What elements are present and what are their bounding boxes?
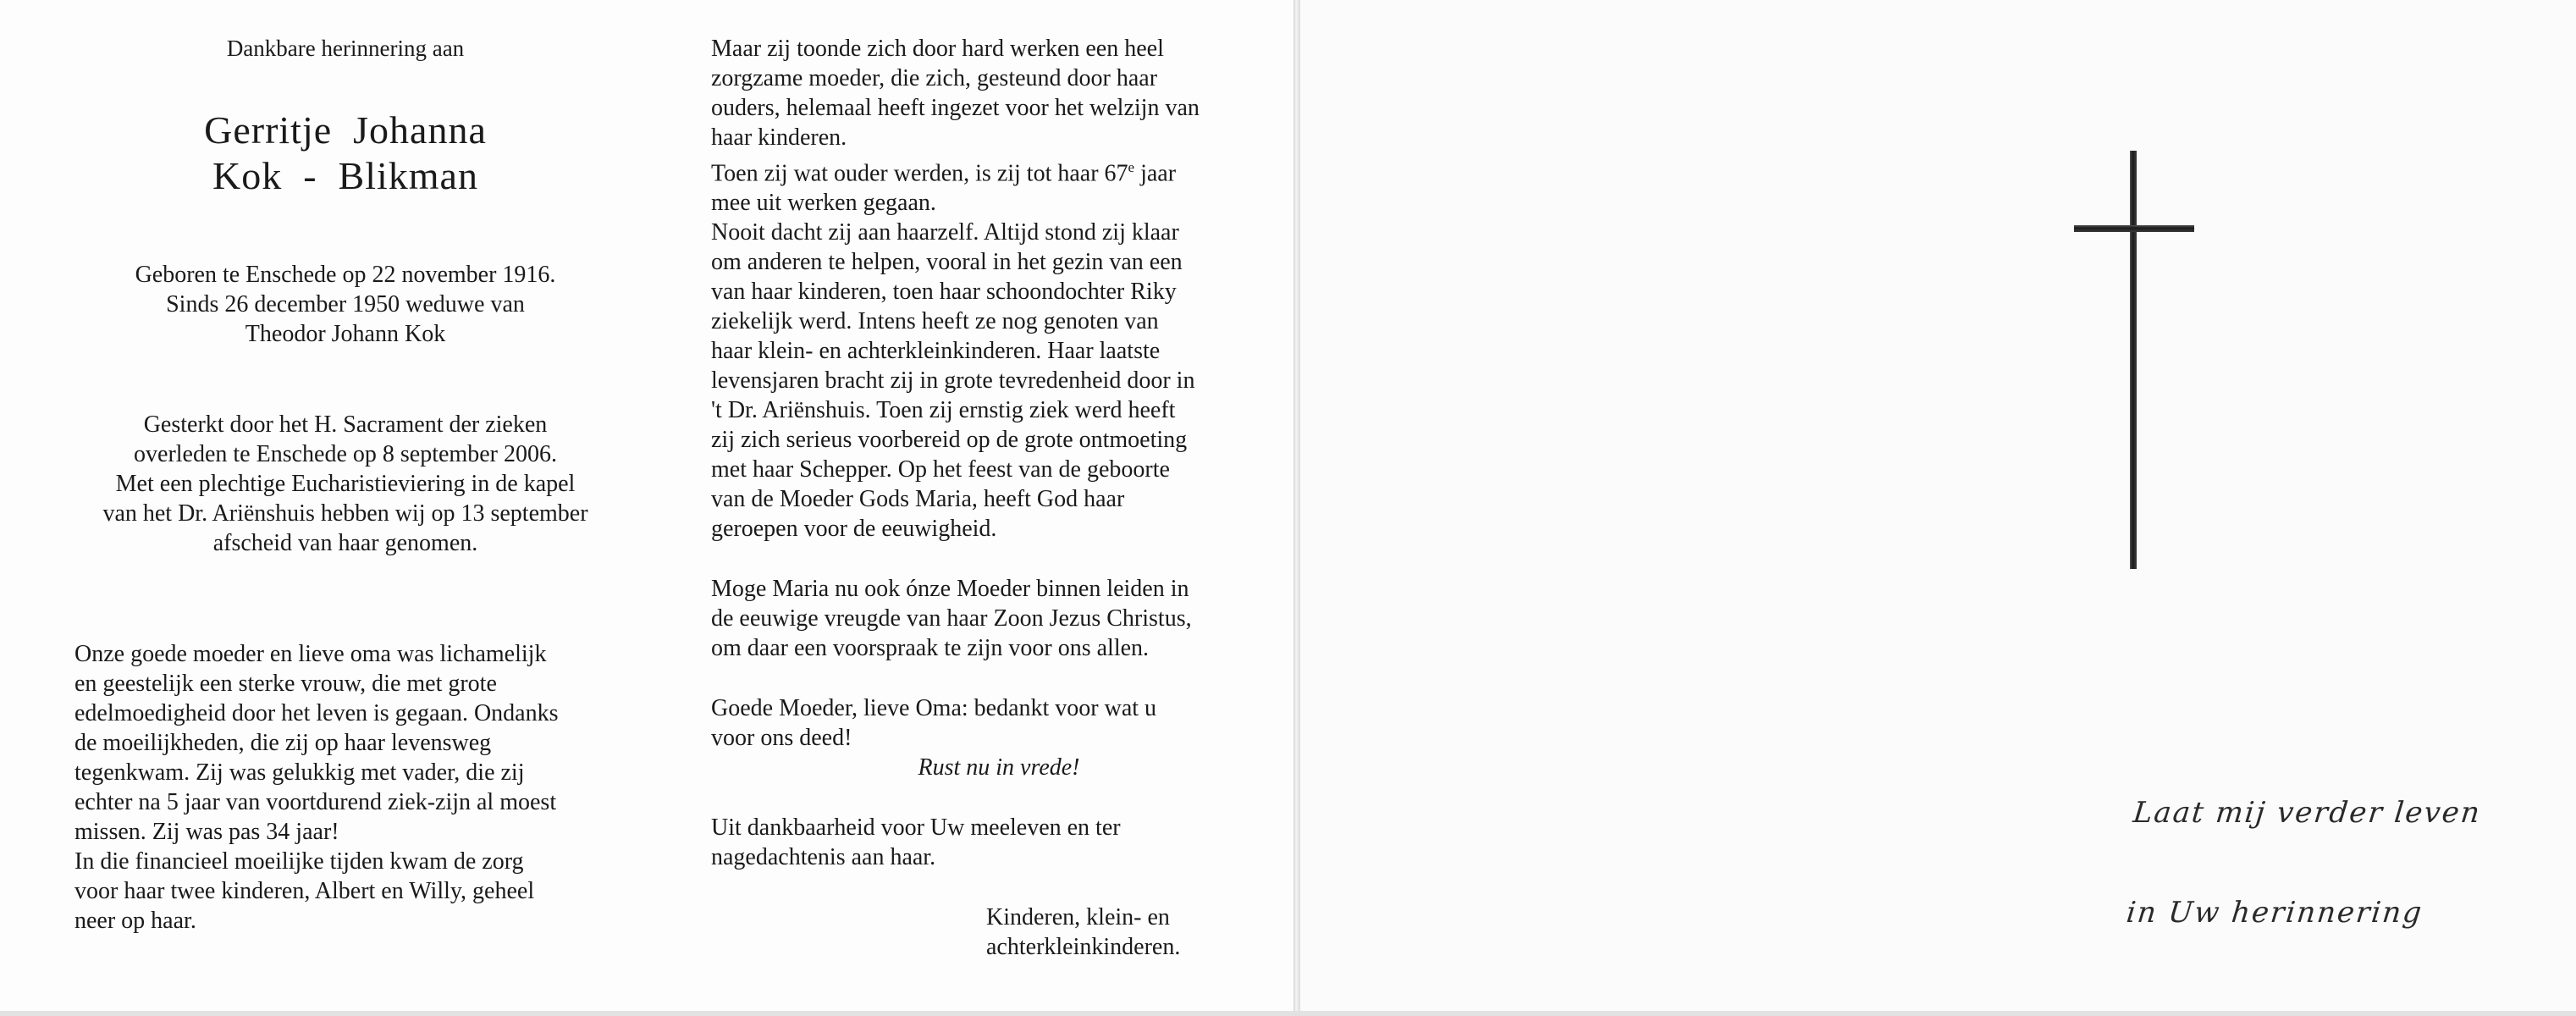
rest-in-peace-line: Rust nu in vrede! [918, 754, 1080, 781]
name-line-2: Kok - Blikman [212, 154, 478, 197]
death-info: Gesterkt door het H. Sacrament der zieken overleden te Enschede op 8 september 2006. Met een plechtige Eucharistieviering in de kapel van het Dr. Ariënshuis hebben wij op 13 september afscheid van haar genomen. [102, 411, 588, 556]
card-middle-column [711, 34, 1253, 962]
page-bottom-edge [0, 1011, 2576, 1016]
life-paragraph-2-start: Toen zij wat ouder werden, is zij tot haar 67 [711, 160, 1128, 187]
life-paragraph-1: Maar zij toonde zich door hard werken een heel zorgzame moeder, die zich, gesteund door haar ouders, helemaal heeft ingezet voor het welzijn van haar kinderen. [711, 36, 1200, 151]
life-paragraph-3: Nooit dacht zij aan haarzelf. Altijd stond zij klaar om anderen te helpen, vooral in het gezin van een van haar kinderen, toen haar schoondochter Riky ziekelijk werd. Intens heeft ze nog genoten van haar klein- en achterkleinkinderen. Haar laatste levensjaren bracht zij in grote tevredenheid door in 't Dr. Ariënshuis. Toen zij ernstig ziek werd heeft zij zich serieus voorbereid op de grote ontmoeting met haar Schepper. Op het feest van de geboorte van de Moeder Gods Maria, heeft God haar geroepen voor de eeuwigheid. [711, 219, 1195, 543]
ordinal-suffix: e [1128, 159, 1135, 175]
deceased-name [74, 108, 616, 199]
cross-icon [2074, 151, 2194, 569]
cross-vertical-bar [2130, 151, 2137, 569]
card-fold [1294, 0, 1300, 1016]
biography-paragraph: Onze goede moeder en lieve oma was lichamelijk en geestelijk een sterke vrouw, die met grote edelmoedigheid door het leven is gegaan. Ondanks de moeilijkheden, die zij op haar levensweg tegenkwam. Zij was gelukkig met vader, die zij echter na 5 jaar van voortdurend ziek-zijn al moest missen. Zij was pas 34 jaar! In die financieel moeilijke tijden kwam de zorg voor haar twee kinderen, Albert en Willy, geheel neer op haar. [74, 641, 559, 934]
signoff: Kinderen, klein- en achterkleinkinderen. [986, 904, 1181, 961]
cross-horizontal-bar [2074, 225, 2194, 232]
name-line-1: Gerritje Johanna [204, 108, 487, 152]
life-paragraph-2-end: jaar mee uit werken gegaan. [711, 160, 1177, 217]
card-cover-sheet [1300, 0, 2576, 1016]
heading: Dankbare herinnering aan [226, 36, 465, 61]
cover-verse-line-1: Laat mij verder leven [2131, 796, 2483, 830]
birth-info: Geboren te Enschede op 22 november 1916. Sinds 26 december 1950 weduwe van Theodor Johann Kok [135, 262, 556, 347]
card-left-column [74, 34, 616, 936]
gratitude-paragraph: Uit dankbaarheid voor Uw meeleven en ter nagedachtenis aan haar. [711, 814, 1121, 871]
thanks-paragraph: Goede Moeder, lieve Oma: bedankt voor wat u voor ons deed! [711, 695, 1157, 752]
life-paragraph-2 [711, 152, 1253, 218]
cover-verse-line-2: in Uw herinnering [2124, 896, 2425, 930]
prayer-paragraph: Moge Maria nu ook ónze Moeder binnen leiden in de eeuwige vreugde van haar Zoon Jezus Christus, om daar een voorspraak te zijn voor ons allen. [711, 576, 1192, 662]
